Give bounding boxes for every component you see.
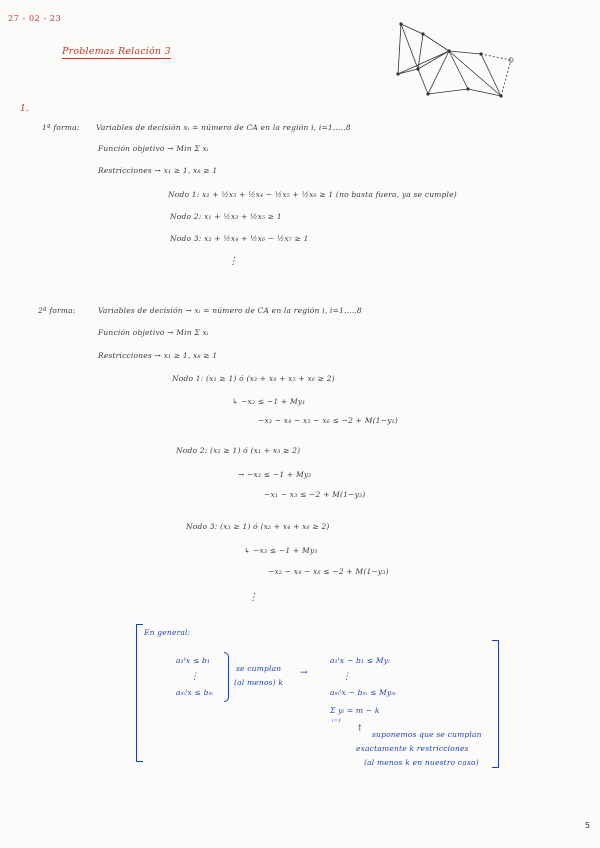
forma2-node1: Nodo 1: (x₁ ≥ 1) ó (x₃ + x₄ + x₅ + x₆ ≥ 2) bbox=[172, 374, 335, 383]
general-left-constraint-1: a₁ᵗx ≤ b₁ bbox=[176, 656, 211, 665]
forma2-node2: Nodo 2: (x₂ ≥ 1) ó (x₁ + x₃ ≥ 2) bbox=[176, 446, 301, 455]
date-label: 27 - 02 - 23 bbox=[8, 14, 62, 23]
general-note-line3: (al menos k en nuestro caso) bbox=[364, 758, 479, 767]
forma1-node1: Nodo 1: x₂ + ½x₃ + ½x₄ − ½x₅ + ½x₆ ≥ 1 (no basta fuera, ya se cumple) bbox=[168, 190, 457, 199]
general-left-constraint-m: aₘᵗx ≤ bₘ bbox=[176, 688, 214, 697]
forma2-node2-constraint-a: → −x₂ ≤ −1 + My₂ bbox=[238, 470, 312, 479]
general-left-dots: ⋮ bbox=[190, 672, 200, 682]
general-sum-index: i=1 bbox=[332, 718, 342, 724]
page-number: 5 bbox=[584, 821, 590, 830]
forma1-continuation-dots: ⋮ bbox=[228, 256, 239, 267]
region-graph-diagram bbox=[383, 14, 533, 106]
general-note-arrow: ↑ bbox=[356, 724, 364, 734]
general-right-constraint-m: aₘᵗx − bₘ ≤ Myₘ bbox=[330, 688, 397, 697]
general-right-dots: ⋮ bbox=[342, 672, 352, 682]
forma2-node2-constraint-b: −x₁ − x₃ ≤ −2 + M(1−y₂) bbox=[264, 490, 366, 499]
general-middle-line1: se cumplan bbox=[236, 664, 282, 673]
forma2-node1-constraint-a: ↳ −x₂ ≤ −1 + My₁ bbox=[232, 397, 306, 406]
graph-edges bbox=[398, 24, 501, 96]
general-right-constraint-1: a₁ᵗx − b₁ ≤ Myᵢ bbox=[330, 656, 390, 665]
forma2-continuation-dots: ⋮ bbox=[248, 592, 259, 603]
page-title: Problemas Relación 3 bbox=[62, 46, 171, 57]
forma1-restrictions: Restricciones → x₁ ≥ 1, x₈ ≥ 1 bbox=[98, 166, 218, 175]
general-left-bracket bbox=[136, 624, 143, 762]
general-right-bracket bbox=[492, 640, 499, 768]
general-note-line1: suponemos que se cumplan bbox=[372, 730, 482, 739]
forma2-heading: 2ª forma: bbox=[38, 306, 76, 315]
forma1-heading: 1ª forma: bbox=[42, 123, 80, 132]
forma1-node2: Nodo 2: x₁ + ½x₃ + ½x₅ ≥ 1 bbox=[170, 212, 282, 221]
forma2-node1-constraint-b: −x₃ − x₄ − x₅ − x₆ ≤ −2 + M(1−y₁) bbox=[258, 416, 398, 425]
general-heading: En general: bbox=[144, 628, 191, 637]
graph-nodes bbox=[396, 22, 502, 97]
forma2-node3: Nodo 3: (x₃ ≥ 1) ó (x₂ + x₄ + x₆ ≥ 2) bbox=[186, 522, 330, 531]
general-note-line2: exactamente k restricciones bbox=[356, 744, 469, 753]
general-middle-line2: (al menos) k bbox=[234, 678, 284, 687]
forma1-node3: Nodo 3: x₂ + ½x₄ + ½x₆ − ½x₇ ≥ 1 bbox=[170, 234, 309, 243]
forma2-objective: Función objetivo → Min Σ xᵢ bbox=[98, 328, 209, 337]
general-sum-constraint: Σ yᵢ = m − k bbox=[330, 706, 380, 715]
forma2-node3-constraint-a: ↳ −x₃ ≤ −1 + My₃ bbox=[244, 546, 318, 555]
forma2-restrictions: Restricciones → x₁ ≥ 1, x₈ ≥ 1 bbox=[98, 351, 218, 360]
forma2-node3-constraint-b: −x₂ − x₄ − x₆ ≤ −2 + M(1−y₃) bbox=[268, 567, 389, 576]
forma1-variables: Variables de decisión xᵢ = número de CA en la región i, i=1,...,8 bbox=[96, 123, 351, 132]
problem-number: 1. bbox=[20, 104, 29, 114]
forma1-objective: Función objetivo → Min Σ xᵢ bbox=[98, 144, 209, 153]
forma2-variables: Variables de decisión → xᵢ = número de CA en la región i, i=1,...,8 bbox=[98, 306, 362, 315]
general-arrow: → bbox=[300, 668, 308, 678]
general-left-brace bbox=[224, 652, 229, 702]
graph-dashed-edges bbox=[481, 54, 511, 96]
